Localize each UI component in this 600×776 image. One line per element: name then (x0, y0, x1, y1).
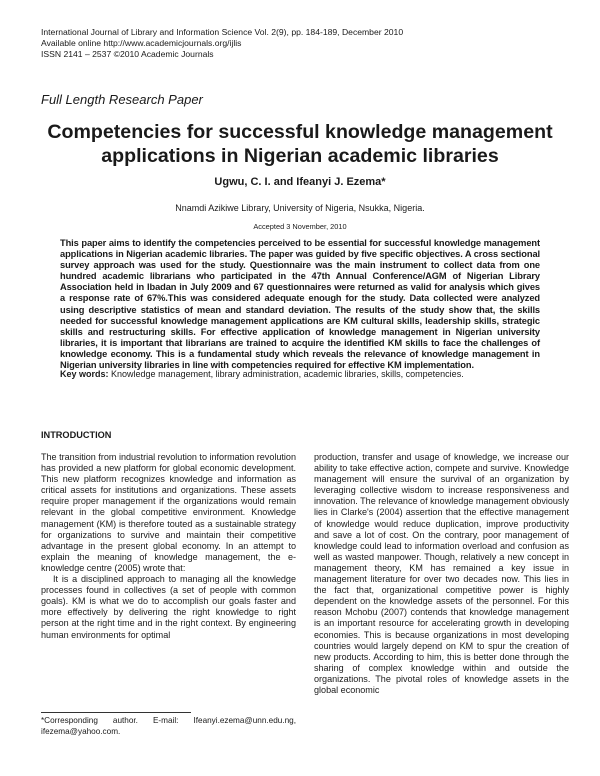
body-column-right (314, 452, 569, 696)
author-affiliation: Nnamdi Azikiwe Library, University of Nigeria, Nsukka, Nigeria. (175, 203, 425, 213)
journal-issn: ISSN 2141 – 2537 ©2010 Academic Journals (41, 48, 214, 59)
footnote-divider (41, 712, 191, 713)
paper-authors: Ugwu, C. I. and Ifeanyi J. Ezema* (214, 176, 386, 188)
body-column-left (41, 452, 296, 641)
corresponding-author-footnote: *Corresponding author. E-mail: Ifeanyi.ezema@unn.edu.ng, ifezema@yahoo.com. (41, 716, 296, 736)
paper-title: Competencies for successful knowledge management applications in Nigerian academic libraries (47, 121, 553, 167)
abstract: This paper aims to identify the competencies perceived to be essential for successful knowledge management applications in Nigerian academic libraries. The paper was guided by five specific objectives. A cross sectional survey approach was used for the study. Questionnaire was the main instrument to collect data from one hundred academic librarians who participated in the 47th Annual Conference/AGM of Nigerian Library Association held in Ibadan in July 2009 and 67 questionnaires were returned as valid for analysis which gives a response rate of 67%.This was considered adequate enough for the study. Data collected were analyzed using descriptive statistics of mean and standard deviation. The results of the study show that, the skills needed for successful knowledge management applications are KM cultural skills, leadership skills, strategic skills and restructuring skills. For effective application of knowledge management in Nigerian university libraries, it is important that librarians are trained to acquire the identified KM skills to face the challenges of knowledge economy. This is a fundamental study which reveals the relevance of knowledge management in Nigerian university libraries in line with competencies required for effective KM implementation. (60, 238, 540, 371)
section-heading-introduction: INTRODUCTION (41, 430, 112, 440)
intro-paragraph-continued: production, transfer and usage of knowledge, we increase our ability to take effective action, compete and survive. Knowledge management will ensure the survival of an organization by leveraging collective wisdom to increase responsiveness and innovation. The relevance of knowledge management obviously lies in Clarke's (2004) assertion that the effective management of knowledge would reduce duplication, improve productivity and save a lot of cost. On the contrary, poor management of knowledge could lead to information overload and confusion as well as wasted manpower. Though, relatively a new concept in management theory, KM has remained a key issue in management literature for over two decades now. This lies in the fact that, organizational competitive power is highly dependent on the knowledge assets of the personnel. For this reason Mchobu (2007) contends that knowledge management is an important resource for accelerating growth in developing economies. This is because organizations in most developing countries would largely depend on KM to spur the creation of new products. According to him, this is better done through the sharing of complex knowledge within and outside the organizations. The pivotal roles of knowledge assets in the global economic (314, 452, 569, 695)
keywords-label: Key words: (60, 369, 109, 379)
keywords-text: Knowledge management, library administration, academic libraries, skills, competencies. (111, 369, 464, 379)
paper-type-label: Full Length Research Paper (41, 92, 203, 107)
intro-quote-paragraph: It is a disciplined approach to managing all the knowledge processes found in collectives (a set of people with common goals). KM is what we do to accomplish our goals faster and more effectively by delivering the right knowledge to right person at the right time and in the right context. By engineering human environments for optimal (41, 574, 296, 640)
intro-paragraph-1: The transition from industrial revolution to information revolution has provided a new platform for global economic development. This new platform recognizes knowledge and information as critical assets for institutions and organizations. These assets require proper management if the organizations would remain relevant in the global competitive environment. Knowledge management (KM) is therefore touted as a sustainable strategy for organizations to survive and maintain their competitive advantage in the present global economy. In an attempt to explain the meaning of knowledge management, the e-knowledge centre (2005) wrote that: (41, 452, 296, 573)
accepted-date: Accepted 3 November, 2010 (253, 222, 347, 231)
keywords (60, 369, 540, 379)
journal-online-url: Available online http://www.academicjournals.org/ijlis (41, 37, 242, 48)
journal-citation: International Journal of Library and Information Science Vol. 2(9), pp. 184-189, December 2010 (41, 27, 404, 37)
journal-header (41, 27, 581, 59)
